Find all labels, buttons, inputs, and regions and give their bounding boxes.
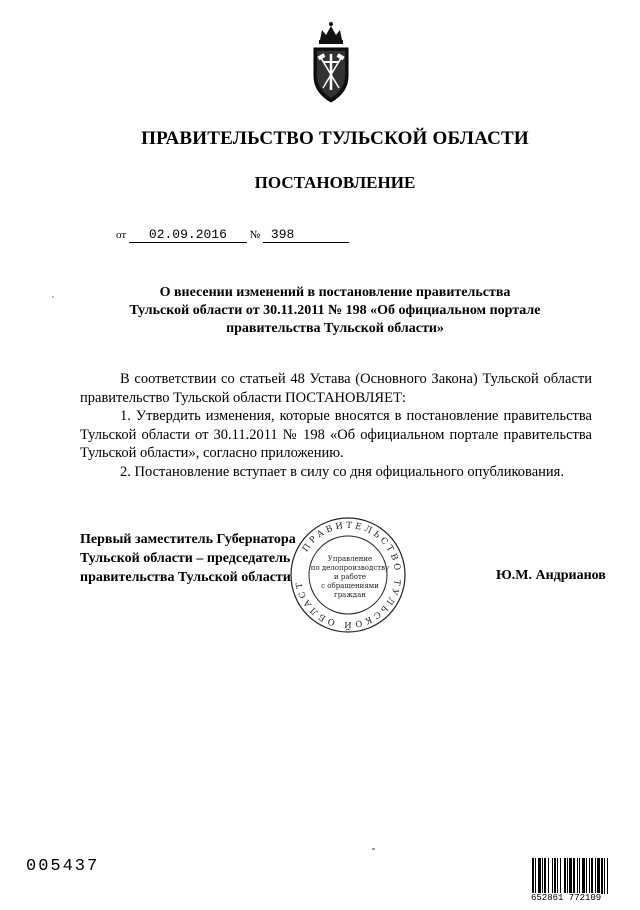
seal-center-text: по делопроизводству — [310, 564, 390, 572]
subject-line: Тульской области от 30.11.2011 № 198 «Об официальном портале — [129, 303, 541, 318]
scan-speck — [372, 848, 375, 850]
seal-center-text: и работе — [334, 573, 366, 581]
subject-line: правительства Тульской области» — [226, 321, 444, 336]
signer-name: Ю.М. Андрианов — [496, 568, 606, 583]
signer-position — [80, 530, 296, 587]
subject-line: О внесении изменений в постановление правительства — [159, 285, 511, 300]
serial-number: 005437 — [26, 857, 100, 876]
preamble-paragraph: В соответствии со статьей 48 Устава (Основного Закона) Тульской области правительство Тульской области ПОСТАНОВЛЯЕТ: — [80, 371, 592, 406]
government-title: ПРАВИТЕЛЬСТВО ТУЛЬСКОЙ ОБЛАСТИ — [141, 128, 529, 149]
document-subject — [90, 284, 580, 338]
seal-center-text: граждан — [334, 591, 366, 599]
date-label: от — [116, 229, 127, 241]
barcode-number: 652861 772109 — [531, 893, 602, 903]
signer-position-line: Первый заместитель Губернатора — [80, 532, 296, 547]
signer-position-line: Тульской области – председатель — [80, 551, 291, 566]
registration-line — [116, 228, 349, 243]
signer-position-line: правительства Тульской области — [80, 570, 291, 585]
document-type: ПОСТАНОВЛЕНИЕ — [254, 173, 416, 192]
document-number: 398 — [263, 228, 349, 243]
seal-center-text: с обращениями — [321, 582, 379, 590]
official-seal-icon — [288, 515, 408, 635]
document-body — [80, 370, 592, 481]
document-date: 02.09.2016 — [129, 228, 247, 243]
scan-speck — [52, 296, 54, 298]
number-label: № — [249, 229, 261, 241]
item-2-paragraph: 2. Постановление вступает в силу со дня официального опубликования. — [120, 463, 564, 480]
seal-ring-text: ПРАВИТЕЛЬСТВО ТУЛЬСКОЙ ОБЛАСТ — [294, 520, 403, 630]
item-1-paragraph: 1. Утвердить изменения, которые вносятся в постановление правительства Тульской области от 30.11.2011 № 198 «Об официальном портале правительства Тульской области», согласно приложению. — [80, 408, 592, 461]
tula-coat-of-arms-icon — [306, 18, 356, 108]
seal-center-text: Управление — [327, 555, 373, 563]
